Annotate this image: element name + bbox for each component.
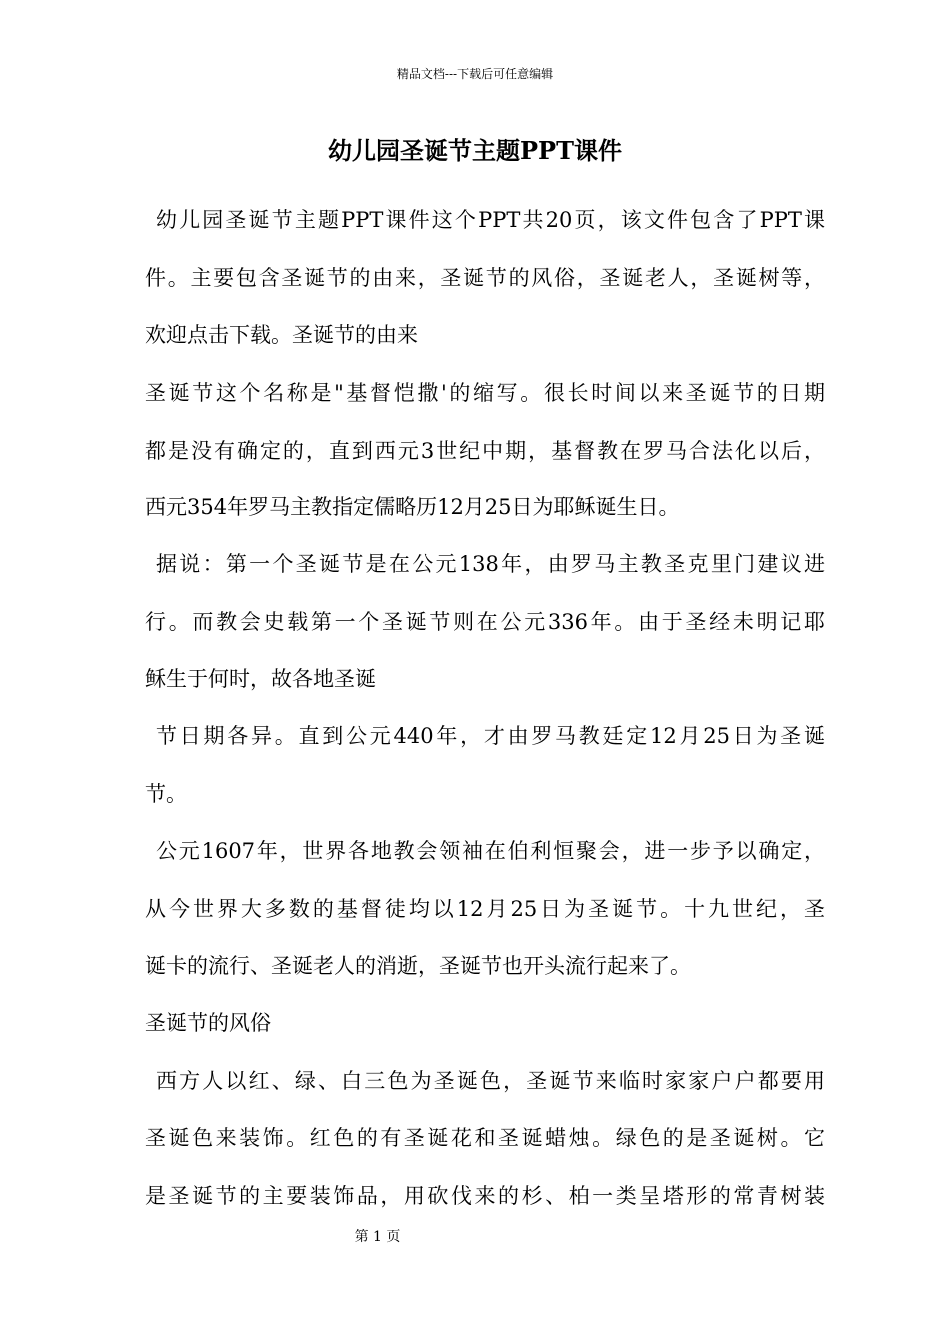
body-line: 是圣诞节的主要装饰品，用砍伐来的杉、柏一类呈塔形的常青树装 xyxy=(145,1184,825,1208)
body-line: 西方人以红、绿、白三色为圣诞色，圣诞节来临时家家户户都要用 xyxy=(156,1069,825,1093)
body-line: 行。而教会史载第一个圣诞节则在公元336年。由于圣经未明记耶 xyxy=(145,610,825,634)
body-line: 幼儿园圣诞节主题PPT课件这个PPT共20页，该文件包含了PPT课 xyxy=(156,208,825,232)
body-line: 公元1607年，世界各地教会领袖在伯利恒聚会，进一步予以确定， xyxy=(156,839,825,863)
document-title: 幼儿园圣诞节主题PPT课件 xyxy=(328,136,622,165)
body-line: 圣诞色来装饰。红色的有圣诞花和圣诞蜡烛。绿色的是圣诞树。它 xyxy=(145,1126,825,1150)
header-note: 精品文档---下载后可任意编辑 xyxy=(396,67,554,81)
body-line: 西元354年罗马主教指定儒略历12月25日为耶稣诞生日。 xyxy=(145,495,680,519)
body-line: 圣诞节这个名称是"基督恺撒'的缩写。很长时间以来圣诞节的日期 xyxy=(145,381,825,405)
page-number: 第 1 页 xyxy=(354,1229,401,1245)
body-line: 稣生于何时，故各地圣诞 xyxy=(145,667,376,691)
body-line: 件。主要包含圣诞节的由来，圣诞节的风俗，圣诞老人，圣诞树等， xyxy=(145,266,825,290)
section-heading: 圣诞节的风俗 xyxy=(145,1011,271,1035)
body-line: 诞卡的流行、圣诞老人的消逝，圣诞节也开头流行起来了。 xyxy=(145,954,691,978)
body-line: 欢迎点击下载。圣诞节的由来 xyxy=(145,323,418,347)
body-line: 从今世界大多数的基督徒均以12月25日为圣诞节。十九世纪，圣 xyxy=(145,897,825,921)
body-line: 据说：第一个圣诞节是在公元138年，由罗马主教圣克里门建议进 xyxy=(156,552,825,576)
body-line: 节。 xyxy=(145,782,187,806)
body-line: 节日期各异。直到公元440年，才由罗马教廷定12月25日为圣诞 xyxy=(156,724,825,748)
body-line: 都是没有确定的，直到西元3世纪中期，基督教在罗马合法化以后， xyxy=(145,439,825,463)
